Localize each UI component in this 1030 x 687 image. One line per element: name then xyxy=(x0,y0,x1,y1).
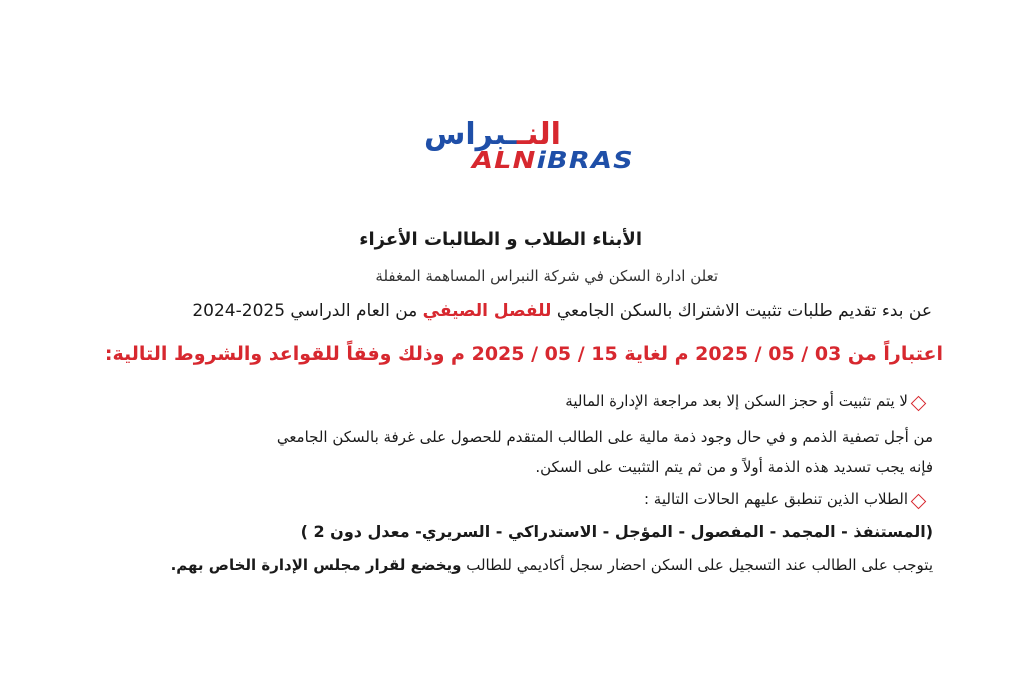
diamond-bullet-icon xyxy=(911,494,927,510)
notice-announcement: تعلن ادارة السكن في شركة النبراس المساهمة المغفلة xyxy=(375,267,718,285)
rule-2-line-3 xyxy=(171,556,933,574)
rule-2-board-decision-text: ويخضع لقرار مجلس الإدارة الخاص بهم. xyxy=(170,556,462,574)
rule-2-status-list: (المستنفذ - المجمد - المفصول - المؤجل - الاستدراكي - السريري- معدل دون 2 ) xyxy=(300,522,933,541)
notice-intro xyxy=(192,301,932,321)
logo-latin-blue-part: iBRAS xyxy=(536,148,634,174)
intro-text-start: عن بدء تقديم طلبات تثبيت الاشتراك بالسكن الجامعي xyxy=(551,301,932,321)
rule-2-line-1: الطلاب الذين تنطبق عليهم الحالات التالية : xyxy=(643,490,908,508)
rule-1-line-1: لا يتم تثبيت أو حجز السكن إلا بعد مراجعة الإدارة المالية xyxy=(565,392,908,410)
application-period-line: اعتباراً من 03 / 05 / 2025 م لغاية 15 / 05 / 2025 م وذلك وفقاً للقواعد والشروط التالية: xyxy=(104,343,943,365)
rule-1-line-2: من أجل تصفية الذمم و في حال وجود ذمة مالية على الطالب المتقدم للحصول على غرفة بالسكن الجامعي xyxy=(276,428,933,446)
logo-arabic-wordmark xyxy=(424,118,561,152)
notice-headline: الأبناء الطلاب و الطالبات الأعزاء xyxy=(359,229,642,250)
intro-text-end: من العام الدراسي 2025-2024 xyxy=(192,301,423,321)
intro-summer-term-highlight: للفصل الصيفي xyxy=(422,301,552,321)
rule-1-line-3: فإنه يجب تسديد هذه الذمة أولاً و من ثم يتم التثبيت على السكن. xyxy=(535,458,933,476)
logo-latin-wordmark xyxy=(472,148,634,174)
alnibras-logo xyxy=(418,117,634,178)
logo-latin-red-part: ALN xyxy=(472,148,537,174)
diamond-bullet-icon xyxy=(911,396,927,412)
logo-arabic-blue-part: ـبراس xyxy=(424,117,517,152)
rule-2-requirement-text: يتوجب على الطالب عند التسجيل على السكن احضار سجل أكاديمي للطالب xyxy=(461,556,933,574)
logo-arabic-red-part: النـ xyxy=(516,117,561,152)
